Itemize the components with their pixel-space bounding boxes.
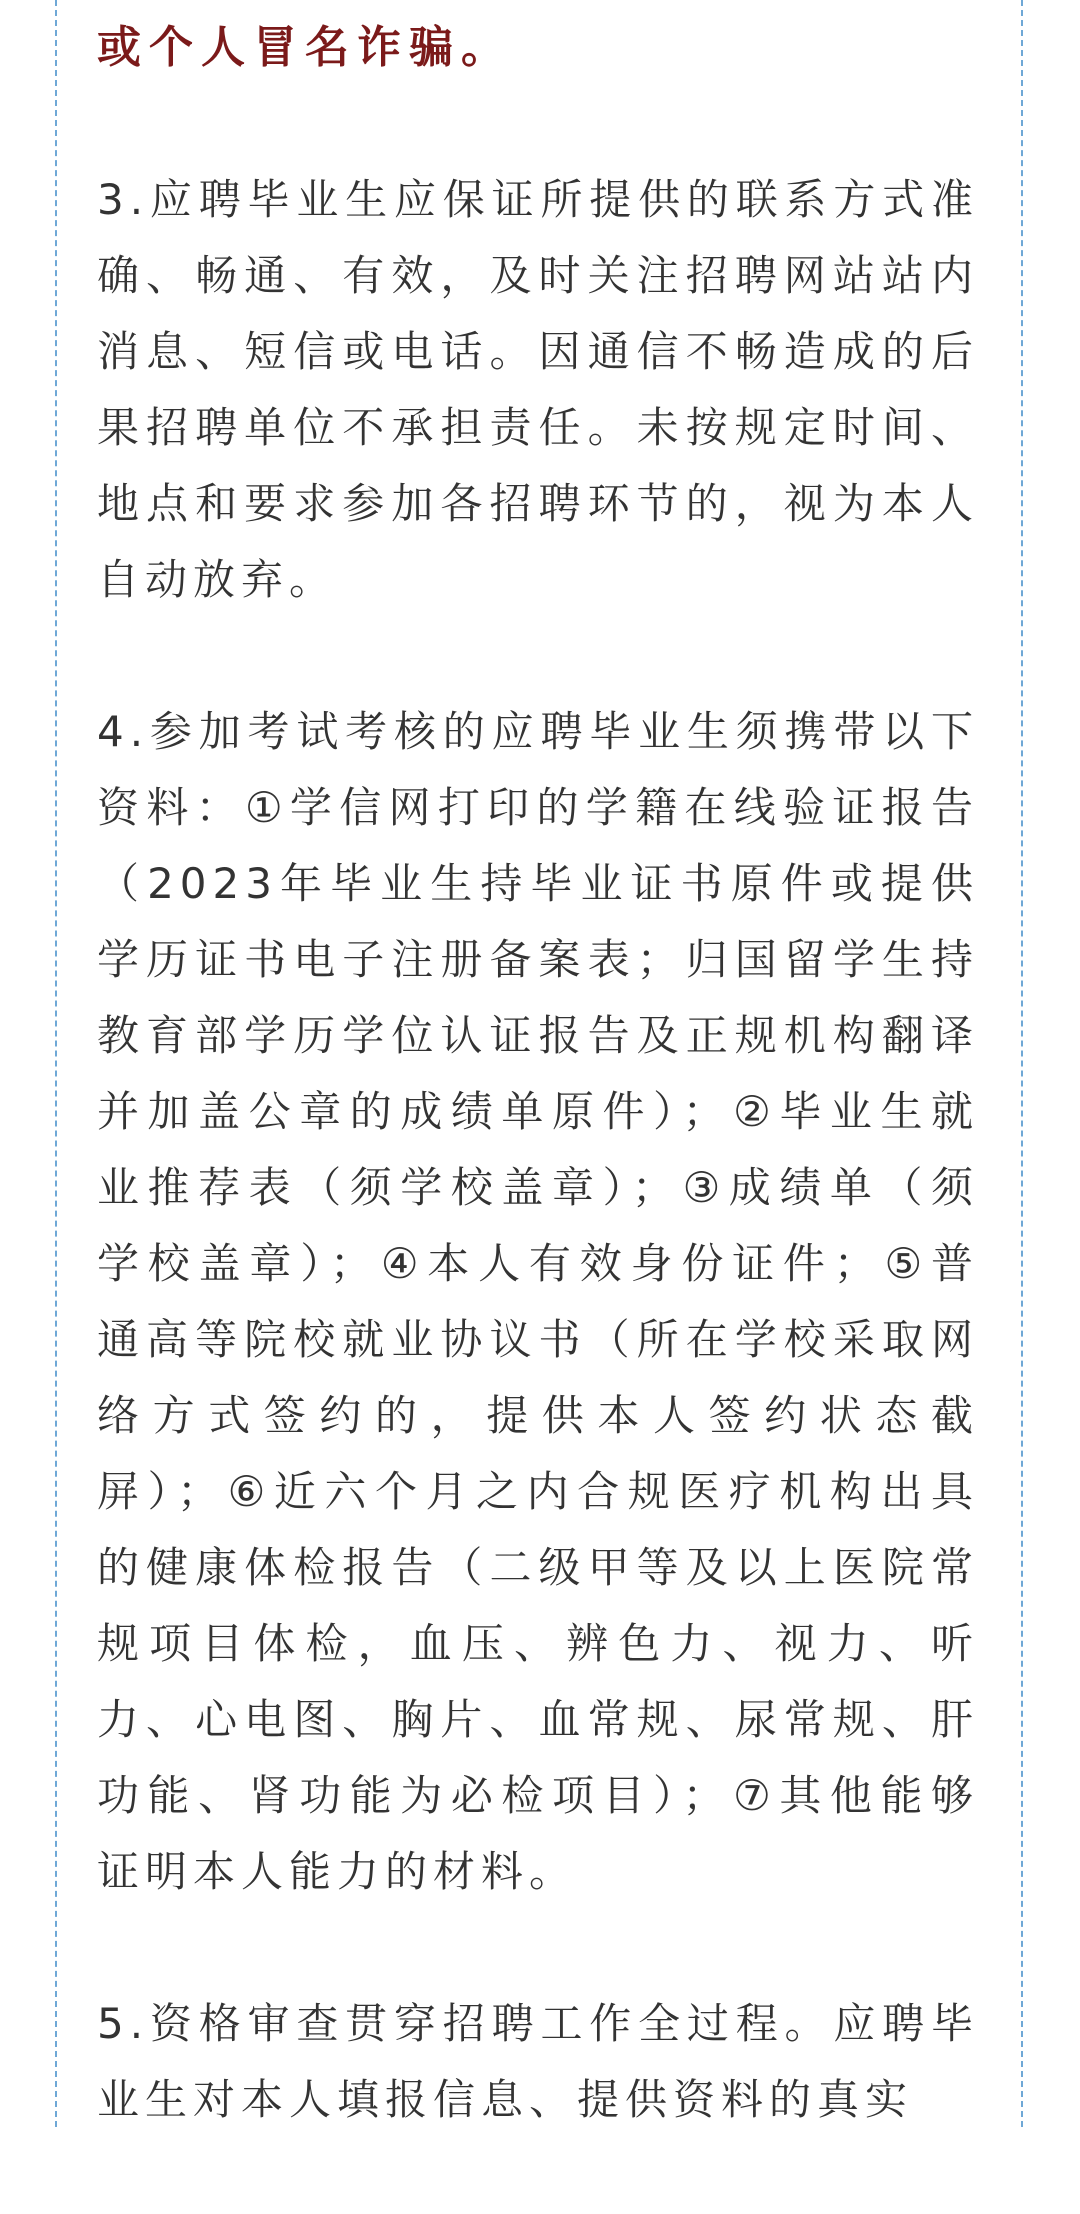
article-content (97, 10, 979, 2214)
lead-text: 或个人冒名诈骗。 (97, 22, 513, 73)
paragraph-4-materials: 4.参加考试考核的应聘毕业生须携带以下资料：①学信网打印的学籍在线验证报告（2023年毕业生持毕业证书原件或提供学历证书电子注册备案表；归国留学生持教育部学历学位认证报告及正规机构翻译并加盖公章的成绩单原件）；②毕业生就业推荐表（须学校盖章）；③成绩单（须学校盖章）；④本人有效身份证件；⑤普通高等院校就业协议书（所在学校采取网络方式签约的，提供本人签约状态截屏）；⑥近六个月之内合规医疗机构出具的健康体检报告（二级甲等及以上医院常规项目体检，血压、辨色力、视力、听力、心电图、胸片、血常规、尿常规、肝功能、肾功能为必检项目）；⑦其他能够证明本人能力的材料。 (97, 707, 979, 1896)
paragraph-3-contact: 3.应聘毕业生应保证所提供的联系方式准确、畅通、有效，及时关注招聘网站站内消息、短信或电话。因通信不畅造成的后果招聘单位不承担责任。未按规定时间、地点和要求参加各招聘环节的，视为本人自动放弃。 (97, 175, 979, 604)
paragraph-5-qualification: 5.资格审查贯穿招聘工作全过程。应聘毕业生对本人填报信息、提供资料的真实 (97, 1999, 979, 2124)
